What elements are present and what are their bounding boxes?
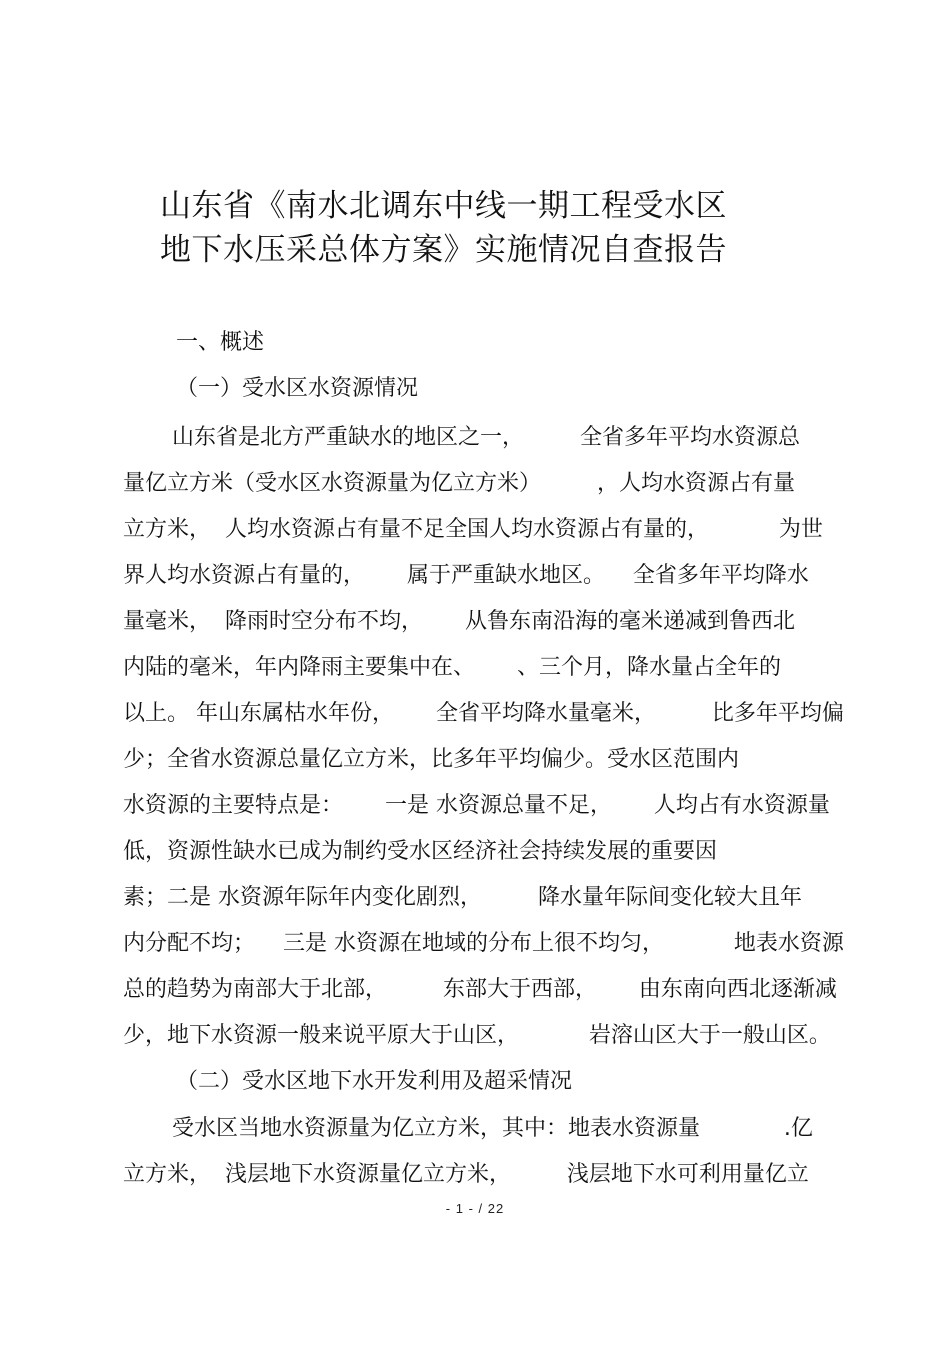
paragraph-line: 界人均水资源占有量的， 属于严重缺水地区。 全省多年平均降水 <box>123 563 809 588</box>
page-number: - 1 - / 22 <box>445 1201 505 1216</box>
subsection-heading-water-resources: （一）受水区水资源情况 <box>176 376 419 401</box>
paragraph-line: 量亿立方米（受水区水资源量为亿立方米） ，人均水资源占有量 <box>123 471 795 496</box>
paragraph-line: 少；全省水资源总量亿立方米，比多年平均偏少。受水区范围内 <box>123 747 740 772</box>
paragraph-line: 低，资源性缺水已成为制约受水区经济社会持续发展的重要因 <box>123 839 718 864</box>
section-heading-overview: 一、概述 <box>176 330 265 355</box>
paragraph-line: 以上。 年山东属枯水年份， 全省平均降水量毫米， 比多年平均偏 <box>123 701 844 726</box>
paragraph-line: 量毫米， 降雨时空分布不均， 从鲁东南沿海的毫米递减到鲁西北 <box>123 609 795 634</box>
paragraph-line: 少，地下水资源一般来说平原大于山区， 岩溶山区大于一般山区。 <box>123 1023 831 1048</box>
paragraph-line: 受水区当地水资源量为亿立方米，其中：地表水资源量 .亿 <box>172 1116 813 1141</box>
paragraph-line: 水资源的主要特点是： 一是 水资源总量不足， 人均占有水资源量 <box>123 793 830 818</box>
document-title-line-2: 地下水压采总体方案》实施情况自查报告 <box>160 232 727 268</box>
paragraph-line: 立方米， 人均水资源占有量不足全国人均水资源占有量的， 为世 <box>123 517 823 542</box>
paragraph-line: 内陆的毫米，年内降雨主要集中在、 、三个月，降水量占全年的 <box>123 655 781 680</box>
paragraph-line: 总的趋势为南部大于北部， 东部大于西部， 由东南向西北逐渐减 <box>123 977 837 1002</box>
paragraph-line: 山东省是北方严重缺水的地区之一， 全省多年平均水资源总 <box>172 425 800 450</box>
paragraph-line: 内分配不均； 三是 水资源在地域的分布上很不均匀， 地表水资源 <box>123 931 844 956</box>
paragraph-line: 素；二是 水资源年际年内变化剧烈， 降水量年际间变化较大且年 <box>123 885 802 910</box>
paragraph-line: 立方米， 浅层地下水资源量亿立方米， 浅层地下水可利用量亿立 <box>123 1162 809 1187</box>
document-title-line-1: 山东省《南水北调东中线一期工程受水区 <box>160 188 727 224</box>
subsection-heading-groundwater: （二）受水区地下水开发利用及超采情况 <box>176 1069 573 1094</box>
